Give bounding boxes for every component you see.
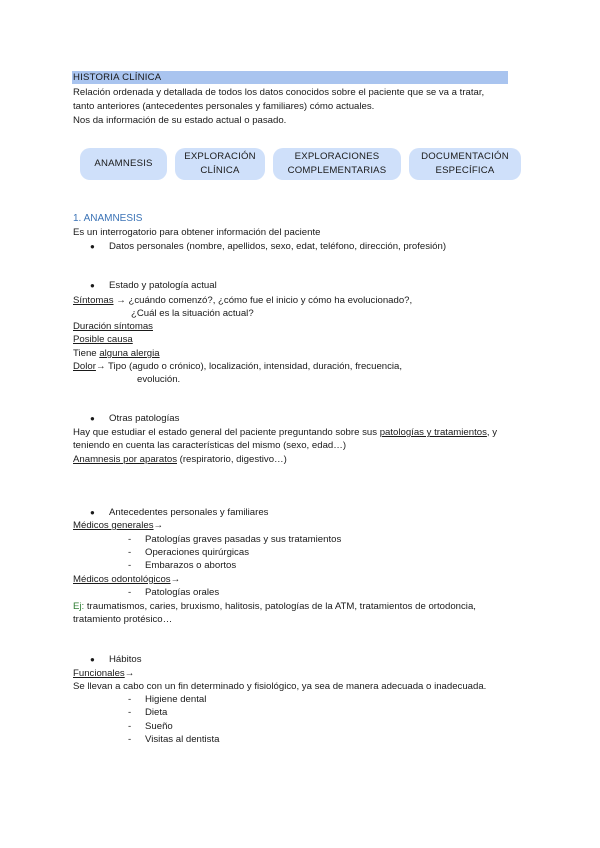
pill-complementarias-line2: COMPLEMENTARIAS [287,165,387,176]
alergia-label: alguna alergia [99,348,160,359]
pill-documentacion-line1: DOCUMENTACIÓN [421,151,509,162]
list-item: Patologías graves pasadas y sus tratamientos [145,534,342,545]
dash-icon: - [128,587,132,598]
pill-anamnesis [80,148,167,180]
otras-line-1 [73,427,497,438]
alergia-line [73,348,160,359]
sintomas-text: → ¿cuándo comenzó?, ¿cómo fue el inicio y cómo ha evolucionado?, [113,295,413,306]
sintomas-line [73,295,412,306]
list-item: Higiene dental [145,694,207,705]
sintomas-label: Síntomas [73,295,114,306]
pill-exploracion-line2: CLÍNICA [200,165,240,176]
list-item: Visitas al dentista [145,734,220,745]
posible-causa: Posible causa [73,334,133,345]
pill-exploraciones-complementarias [273,148,401,180]
otras-link: patologías y tratamientos [379,427,487,438]
bullet-icon: ● [90,508,95,517]
otras-suffix: , y [486,427,498,438]
aparatos-line [73,454,287,465]
list-item: Embarazos o abortos [145,560,237,571]
section-title-anamnesis: 1. ANAMNESIS [73,213,143,224]
sintomas-line-2: ¿Cuál es la situación actual? [131,308,254,319]
arrow-icon: → [170,574,181,585]
aparatos-label: Anamnesis por aparatos [73,454,177,465]
dash-icon: - [128,547,132,558]
medicos-generales-label: Médicos generales [73,520,154,531]
pill-complementarias-line1: EXPLORACIONES [294,151,380,162]
ejemplo-line-2: tratamiento protésico… [73,614,173,625]
pill-documentacion-especifica [409,148,521,180]
bullet-habitos: Hábitos [109,654,142,665]
bullet-otras-patologias: Otras patologías [109,413,180,424]
otras-line-2: teniendo en cuenta las características del mismo (sexo, edad…) [73,440,347,451]
medicos-odontologicos-label: Médicos odontológicos [73,574,171,585]
bullet-icon: ● [90,655,95,664]
dash-icon: - [128,694,132,705]
list-item: Patologías orales [145,587,220,598]
dolor-line-2: evolución. [137,374,181,385]
ejemplo-line [73,601,476,612]
list-item: Operaciones quirúrgicas [145,547,249,558]
aparatos-text: (respiratorio, digestivo…) [177,454,287,465]
dash-icon: - [128,707,132,718]
medicos-odontologicos-line [73,574,180,585]
bullet-antecedentes: Antecedentes personales y familiares [109,507,269,518]
otras-prefix: Hay que estudiar el estado general del paciente preguntando sobre sus [73,427,380,438]
intro-line-3: Nos da información de su estado actual o pasado. [73,115,287,126]
pill-documentacion-line2: ESPECÍFICA [435,165,495,176]
dolor-line [73,361,402,372]
intro-line-1: Relación ordenada y detallada de todos los datos conocidos sobre el paciente que se va a tratar, [73,87,485,98]
pill-exploracion-clinica [175,148,265,180]
intro-line-2: tanto anteriores (antecedentes personales y familiares) cómo actuales. [73,101,375,112]
bullet-estado-patologia: Estado y patología actual [109,280,217,291]
dash-icon: - [128,560,132,571]
medicos-generales-line [73,520,163,531]
funcionales-text: Se llevan a cabo con un fin determinado y fisiológico, ya sea de manera adecuada o inadecuada. [73,681,487,692]
duracion-sintomas: Duración síntomas [73,321,153,332]
list-item: Dieta [145,707,168,718]
pill-anamnesis-label: ANAMNESIS [94,158,153,169]
pill-exploracion-line1: EXPLORACIÓN [184,151,256,162]
bullet-icon: ● [90,414,95,423]
bullet-datos-personales: Datos personales (nombre, apellidos, sexo, edat, teléfono, dirección, profesión) [109,241,447,252]
dolor-label: Dolor [73,361,96,372]
bullet-icon: ● [90,242,95,251]
list-item: Sueño [145,721,173,732]
bullet-icon: ● [90,281,95,290]
page-title: HISTORIA CLÍNICA [73,72,162,83]
dolor-text: → Tipo (agudo o crónico), localización, intensidad, duración, frecuencia, [95,361,403,372]
anamnesis-intro: Es un interrogatorio para obtener información del paciente [73,227,321,238]
tiene-prefix: Tiene [73,348,100,359]
arrow-icon: → [124,668,135,679]
funcionales-label: Funcionales [73,668,125,679]
dash-icon: - [128,534,132,545]
dash-icon: - [128,721,132,732]
arrow-icon: → [153,520,164,531]
funcionales-line [73,668,134,679]
ej-text: traumatismos, caries, bruxismo, halitosis, patologías de la ATM, tratamientos de ortodoncia, [84,601,476,612]
dash-icon: - [128,734,132,745]
ej-label: Ej: [73,601,85,612]
